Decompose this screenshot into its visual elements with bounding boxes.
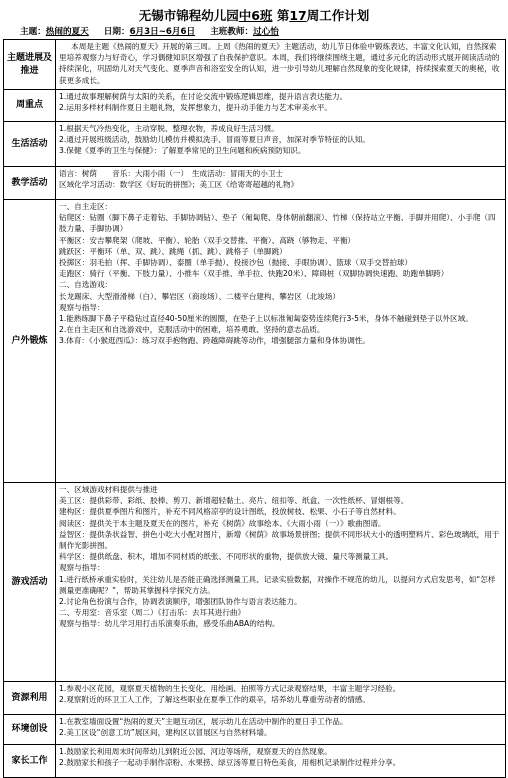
row-teaching (4, 167, 506, 200)
content-line: 跳跃区：平衡环（单、双、跳）、跳绳（抓、跳）、跳格子（单脚跳） (59, 246, 287, 256)
content-line: 观察与指导：幼儿学习用打击乐演奏乐曲，感受乐曲ABA的结构。 (59, 619, 280, 629)
row-weekly-focus (4, 90, 506, 122)
row-label: 游戏活动 (4, 483, 56, 682)
content-line: 观察与指导： (59, 563, 105, 573)
content-line: 走跑区：骑行（平衡、下肢力量）、小推车（双手推、单手拉、快跑20米）、障碍桩（双脚协调快速跑、助跑单脚跨） (59, 269, 449, 279)
content-line: 3.保健《夏季的卫生与保健》：了解夏季常见的卫生问题和疾病预防知识。 (59, 146, 306, 156)
date-field (104, 27, 195, 37)
row-label: 家长工作 (4, 745, 56, 778)
row-content (56, 483, 506, 682)
title-class: 中6班 (238, 8, 273, 23)
row-label: 户外锻炼 (4, 200, 56, 483)
content-line: 益智区：提供条状益智、拼色小吃大小配对图片，新增《树荫》故事场景拼图；提供不同形状大小的透明塑料片、彩色玻璃纸，用于制作光影拼图。 (59, 529, 500, 551)
teacher-label: 主班教师： (210, 27, 254, 37)
content-line: 长龙踢床、大型滑滑梯（白）、攀岩区（商竣场）、二楼平台建构、攀岩区（北竣场） (59, 291, 340, 301)
row-label: 周重点 (4, 90, 56, 122)
content-line: 二、专用室：音乐室（周二）《打击乐：去耳其进行曲》 (59, 608, 246, 618)
content-line: 美工区：提供彩带、彩纸、胶棒、剪刀、新增超轻黏土、亮片、纽扣等、纸盒、一次性纸杯、冒烟根等。 (59, 496, 409, 506)
row-content (56, 167, 506, 200)
theme-value: 热闹的夏天 (45, 27, 89, 37)
content-line: 投掷区：羽毛拍（挥、手脚协调）、泰圈（单手抛）、投接沙包（抛接、手眼协调）、篮球（双手交替拍球） (59, 258, 413, 268)
content-line: 1.根据天气冷热变化，主动穿脱、整理衣物，养成良好生活习惯。 (59, 124, 279, 133)
content-line: 2.鼓励家长和孩子一起动手制作凉粉、水果捞、绿豆汤等夏日特色美食，用相机记录制作过程并分享。 (59, 758, 401, 768)
content-line: 1.通过故事理解树荫与太阳的关系，在讨论交流中锻炼逻辑思维，提升语言表达能力。 (59, 92, 348, 101)
content-line: 本周是主题《热闹的夏天》开展的第三周。上周《热闹的夏天》主题活动，幼儿节日体验中锻炼表达、丰富文化认知，自然探索里培养观察力与好奇心，学习偶健知识区增强了自我保护意识。本周，我们将继续围绕主题，通过多元化的活动形式展开阅读活动的持续深化，巩固幼儿对天气变化、夏季声音和浴室安全的认知，进一步引导幼儿理解自然现象的变化规律，持续探索夏天的奥秘，收获更多成长。 (59, 42, 500, 85)
content-line: 科学区：提供纸盘、积木，增加不同材质的纸张、不同形状的重物，提供放大镜、量尺等测量工具。 (59, 552, 394, 562)
date-value: 6月3日~6月6日 (129, 27, 196, 37)
row-daily-life (4, 122, 506, 167)
content-line: 2.运用多样材料制作夏日主题礼物，发挥想象力，提升动手能力与艺术审美水平。 (59, 103, 333, 113)
content-line: 2.讨论角色扮演与合作，协调表演顺序，增强团队协作与语言表达能力。 (59, 597, 302, 607)
row-label: 环境创设 (4, 715, 56, 745)
content-line: 区域化学习活动：数学区《好玩的拼图》；美工区《给寄寄超越的礼物》 (59, 180, 299, 190)
row-content (56, 682, 506, 715)
title-suffix: 周工作计划 (306, 8, 370, 23)
content-line: 1.能熟练脚下鼻子平稳钻过直径40-50厘米的圆圈，在垫子上以标准匍匐姿势连续爬行3-5米，身体不触碰到垫子以外区域。 (59, 314, 473, 324)
content-line: 一、区域游戏材料提供与推进 (59, 485, 158, 494)
row-parent-work (4, 745, 506, 778)
theme-field (20, 27, 89, 37)
content-line: 平衡区：安吉攀爬架（爬坡、平衡）、轮胎（双手交替推、平衡）、高跷（够物走、平衡） (59, 235, 356, 245)
title-week-prefix: 第 (276, 8, 290, 23)
row-content (56, 90, 506, 122)
teacher-value: 过心怡 (253, 27, 279, 37)
content-line: 2.通过开展班级活动，鼓励幼儿模仿并模拟洗手、冒雨等夏日声音，加深对季节特征的认知。 (59, 135, 370, 145)
content-line: 1.参观小区花园，观察夏天植物的生长变化、用绘画、拍照等方式记录观察结果，丰富主题学习经验。 (59, 684, 401, 693)
content-line: 2.在自主走区和自选游戏中，克服活动中的困难，培养勇敢、坚持的意志品质。 (59, 325, 325, 335)
row-label: 生活活动 (4, 122, 56, 167)
row-content (56, 200, 506, 483)
row-resource-use (4, 682, 506, 715)
content-line: 建构区：提供夏季图片和图片，补充不同风格凉亭的设计图纸，投放树枝、松果、小石子等自然材料。 (59, 507, 401, 517)
row-label: 主题进展及推进 (4, 40, 56, 90)
row-content (56, 715, 506, 745)
content-line: 2.观察附近的环卫工人工作，了解这些职业在夏季工作的艰辛，培养幼儿尊重劳动者的情感。 (59, 695, 370, 705)
page-title (0, 0, 508, 25)
content-line: 语言：树荫 音乐：大雨小雨（一） 生成活动：冒雨天的小卫士 (59, 169, 284, 178)
date-label: 日期： (103, 27, 130, 37)
subtitle-row (20, 25, 508, 39)
content-line: 1.在教室墙面设置“热闹的夏天”主题互动区，展示幼儿在活动中制作的夏日手工作品。 (59, 717, 348, 726)
content-line: 1.进行纸桥承重实验时，关注幼儿是否能正确选择测量工具、记录实验数据，对操作不规范的幼儿，以提问方式启发思考，如“怎样测量更准确呢？”，帮助其掌握科学探究方法。 (59, 574, 496, 595)
row-content (56, 745, 506, 778)
content-line: 阅读区：提供关于本主题及夏天在的图片，补充《树荫》故事绘本、《大雨小雨（一）》歌曲图谱。 (59, 518, 386, 528)
content-line: 二、自选游戏： (59, 280, 113, 290)
content-line: 1.鼓励家长利用周末时间带幼儿到附近公园、河边等场所，观察夏天的自然现象。 (59, 747, 333, 756)
plan-table (3, 39, 506, 778)
teacher-field (210, 27, 279, 37)
theme-label: 主题： (20, 27, 46, 37)
row-environment (4, 715, 506, 745)
content-line: 观察与指导： (59, 302, 105, 312)
title-week-number: 17 (289, 8, 307, 23)
row-theme-progress (4, 40, 506, 90)
row-outdoor-exercise (4, 200, 506, 483)
title-kindergarten: 无锡市锦程幼儿园 (138, 8, 239, 23)
row-content (56, 40, 506, 90)
row-game-activity (4, 483, 506, 682)
content-line: 一、自主走区： (59, 202, 113, 211)
content-line: 钻爬区：钻圈（脚下鼻子走着钻、手脚协调钻）、垫子（匍匐爬、身体朝前翻滚）、竹梯（保持站立平衡、手脚并用爬）、小手爬（四肢力量、手脚协调） (59, 213, 496, 234)
content-line: 2.美工区设“创意工坊”展区间，建构区以冒展区与自然材料墙。 (59, 728, 272, 738)
content-line: 3.体育：《小猴逛西瓜》：练习双手抱物跑、跨越障碍跳等动作，增强腿部力量和身体协调性。 (59, 336, 370, 346)
row-label: 教学活动 (4, 167, 56, 200)
row-content (56, 122, 506, 167)
row-label: 资源利用 (4, 682, 56, 715)
